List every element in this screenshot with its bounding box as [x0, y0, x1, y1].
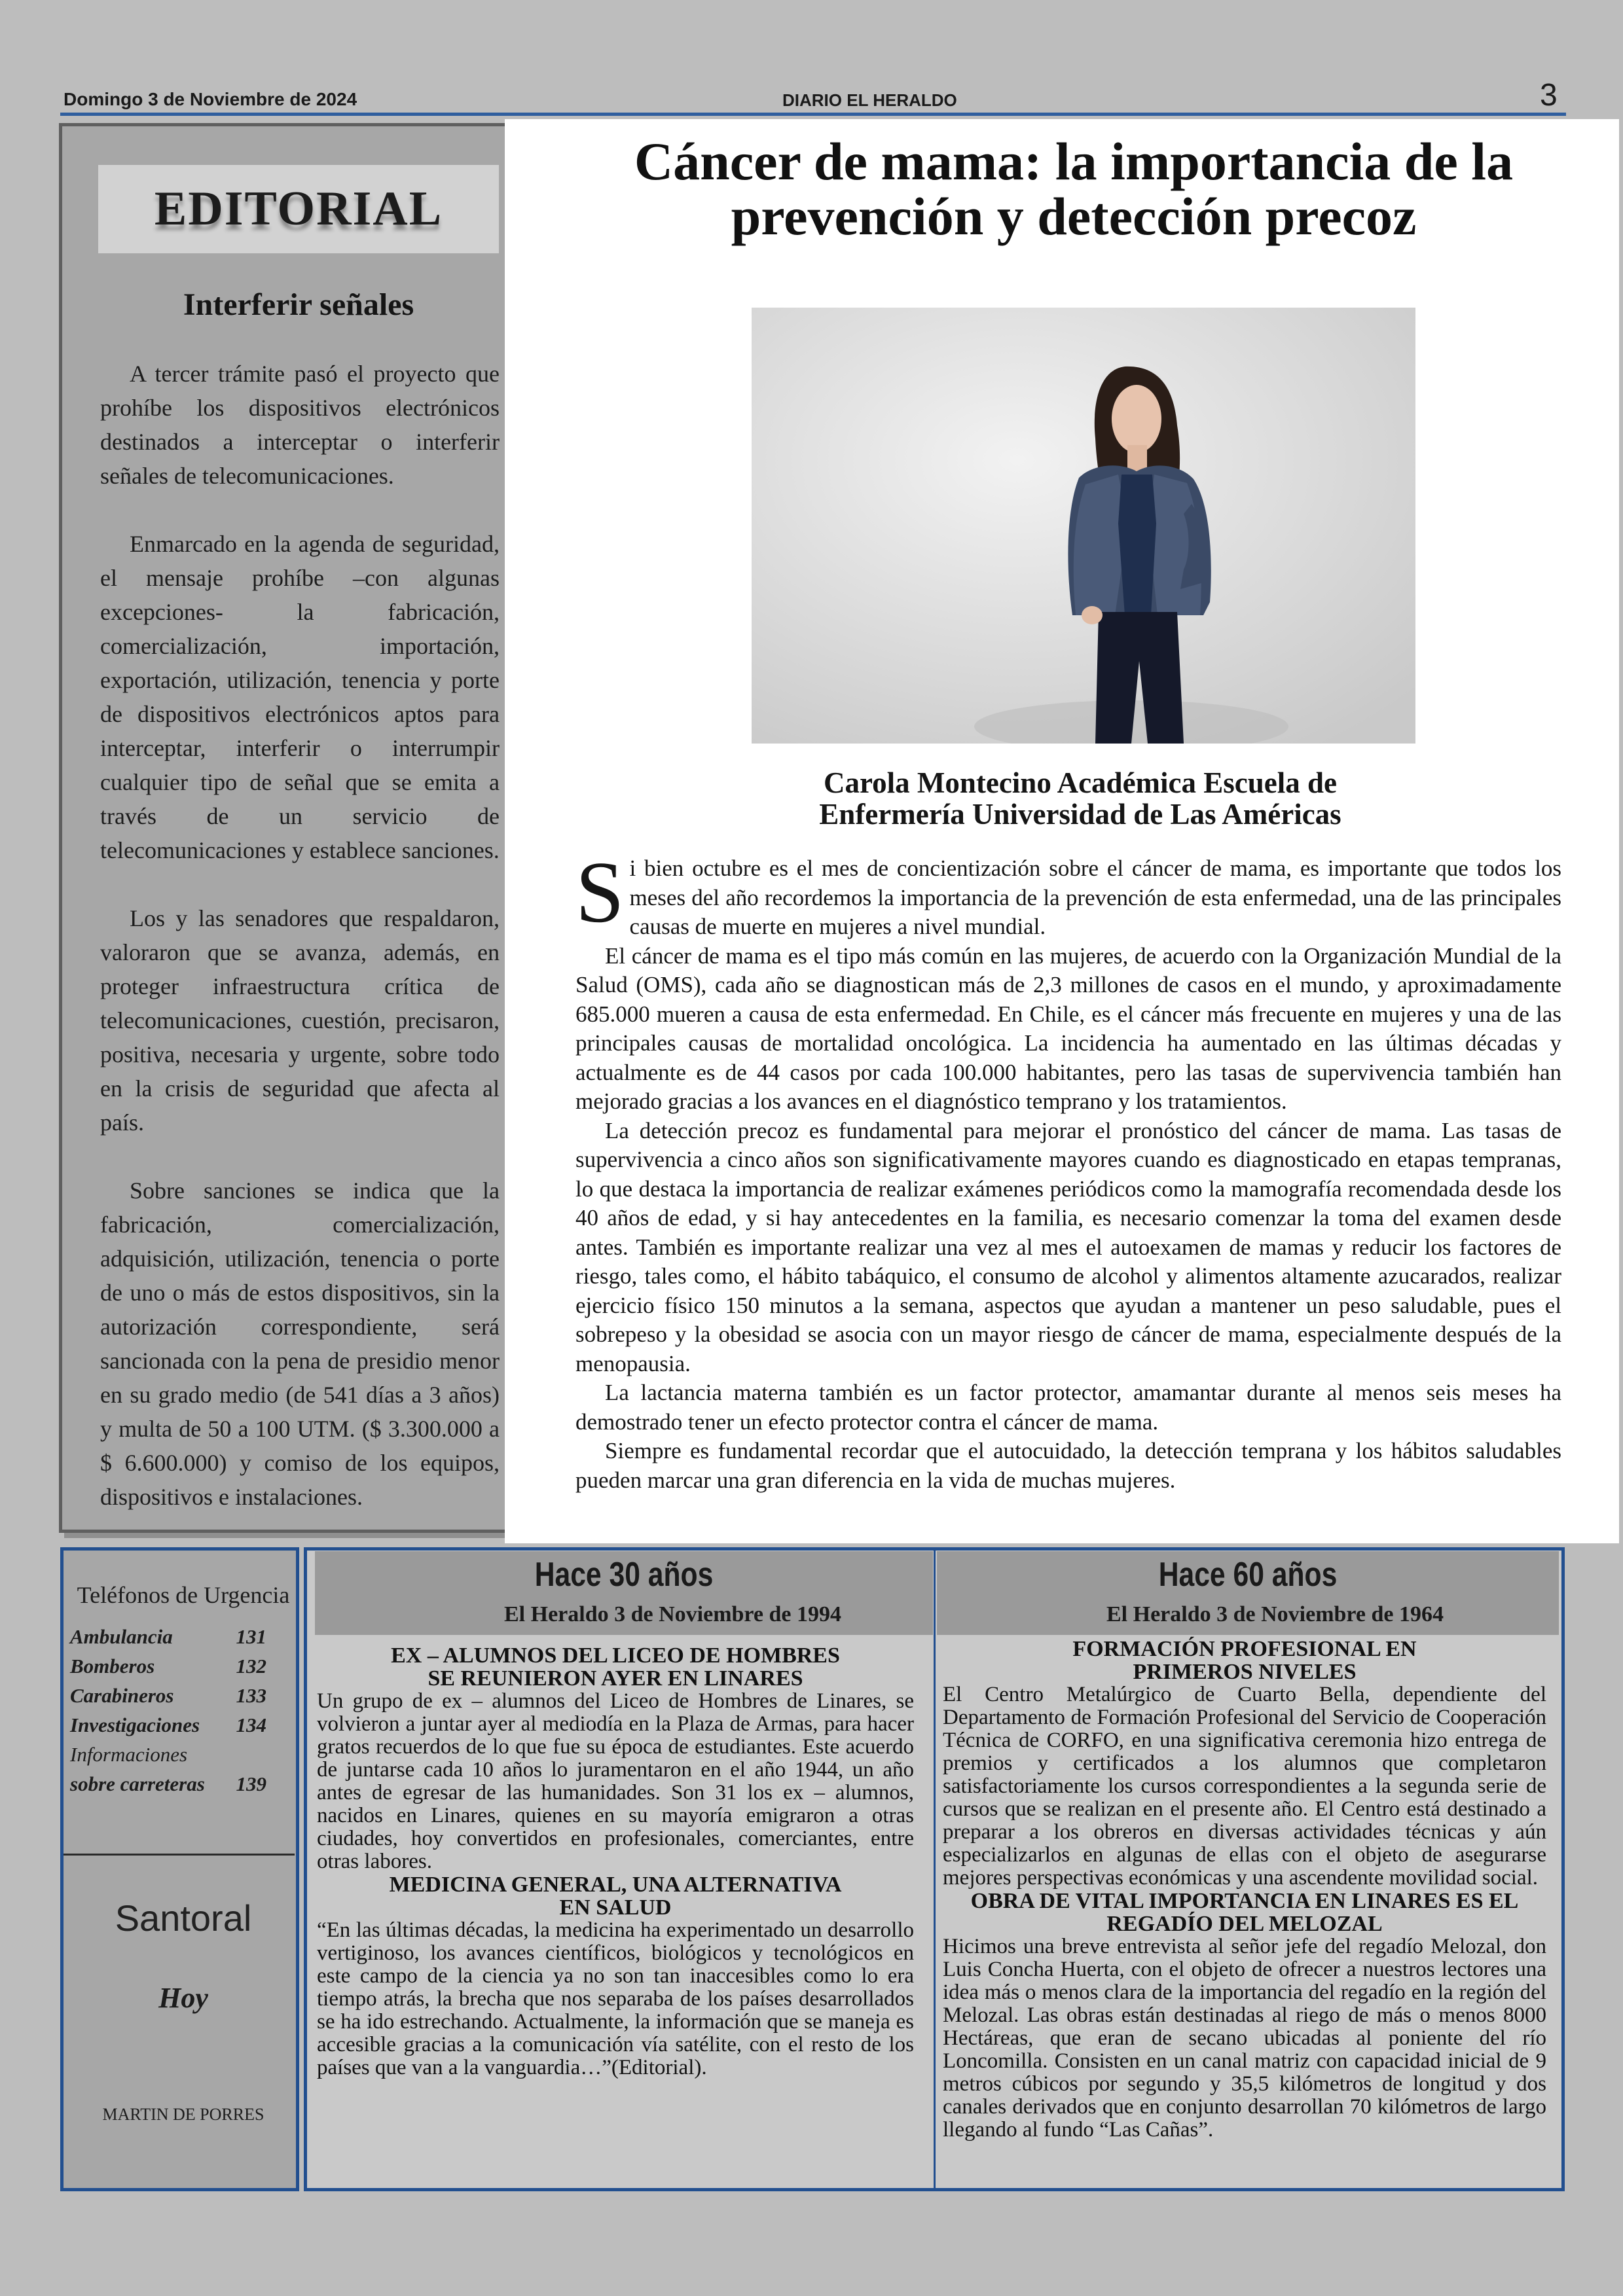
- hace60-story1-text: El Centro Metalúrgico de Cuarto Bella, dependiente del Departamento de Formación Profesional del Servicio de Cooperación Técnica de CORFO, en una significativa ceremonia hizo entrega de premios y certificados a los alumnos que completaron satisfactoriamente los cursos correspondientes a la segunda serie de cursos que se realizan en el presente año. El Centro está destinado a preparar a los obreros en diversas actividades técnicas y aún especializarlos en algunas de ellas con el objeto de asegurarse mejores perspectivas económicas y una ascendente movilidad social.: [943, 1683, 1546, 1890]
- article-paragraph: La lactancia materna también es un factor protector, amamantar durante al menos seis meses ha demostrado tener un efecto protector contra el cáncer de mama.: [575, 1380, 1561, 1435]
- phone-number: 134: [236, 1713, 266, 1736]
- hace60-title: Hace 60 años: [1158, 1556, 1338, 1594]
- editorial-paragraph: A tercer trámite pasó el proyecto que prohíbe los dispositivos electrónicos destinados a interceptar o interferir señales de telecomunicaciones.: [100, 361, 500, 489]
- hace30-column: [317, 1644, 914, 2079]
- santoral-today: Hoy: [158, 1982, 208, 2014]
- hace60-story1-headline: [943, 1638, 1546, 1683]
- phone-service: sobre carreteras: [70, 1772, 205, 1795]
- hace60-story2-headline: [943, 1890, 1546, 1935]
- hace30-story2-headline: [317, 1873, 914, 1919]
- photo-caption: [655, 767, 1506, 830]
- phone-service: Investigaciones: [70, 1713, 200, 1736]
- headline-line-1: Cáncer de mama: la importancia de la: [634, 132, 1514, 191]
- hace30-story1-text: Un grupo de ex – alumnos del Liceo de Hombres de Linares, se volvieron a juntar ayer al mediodía en la Plaza de Armas, para hacer gratos recuerdos de lo que fue su época de estudiantes. Este acuerdo de juntarse cada 10 años lo juramentaron en el año 1944, un año antes de egresar de las humanidades. Son 31 los ex – alumnos, nacidos en Linares, quienes en su mayoría emigraron a otras ciudades, hoy convertidos en profesionales, comerciantes, entre otras labores.: [317, 1689, 914, 1873]
- headline-line: EN SALUD: [559, 1895, 672, 1920]
- headline-line: SE REUNIERON AYER EN LINARES: [428, 1666, 803, 1691]
- phone-number: 131: [236, 1625, 266, 1648]
- section-divider: [64, 1854, 295, 1856]
- portrait-illustration: [752, 308, 1415, 744]
- phone-number: 139: [236, 1772, 266, 1795]
- article-headline: [543, 134, 1604, 244]
- phone-number: 133: [236, 1684, 266, 1707]
- caption-line-1: Carola Montecino Académica Escuela de: [823, 766, 1338, 799]
- article-body: [575, 844, 1561, 1495]
- article-paragraph: El cáncer de mama es el tipo más común en las mujeres, de acuerdo con la Organización Mundial de la Salud (OMS), cada año se diagnostican más de 2,3 millones de casos en el mundo, y aproximadamente 685.000 mueren a causa de esta enfermedad. En Chile, es el cáncer más frecuente en mujeres y una de las principales causas de mortalidad oncológica. La incidencia ha aumentado en las últimas décadas y actualmente es de 44 casos por cada 100.000 habitantes, pero las tasas de supervivencia también han mejorado gracias a los avances en el diagnóstico temprano y los tratamientos.: [575, 942, 1561, 1114]
- article-photo: [752, 308, 1415, 744]
- page-number: 3: [1540, 78, 1558, 113]
- phone-service: Informaciones: [70, 1743, 188, 1766]
- emergency-phones-title: Teléfonos de Urgencia: [77, 1582, 290, 1608]
- phone-row: [70, 1740, 266, 1769]
- hace30-source: El Heraldo 3 de Noviembre de 1994: [504, 1602, 841, 1626]
- hace30-story1-headline: [317, 1644, 914, 1690]
- editorial-paragraph: Los y las senadores que respaldaron, valoraron que se avanza, además, en proteger infraestructura crítica de telecomunicaciones, cuestión, precisaron, positiva, necesaria y urgente, sobre todo en la crisis de seguridad que afecta al país.: [100, 905, 500, 1136]
- headline-line: MEDICINA GENERAL, UNA ALTERNATIVA: [389, 1873, 842, 1897]
- phone-service: Bomberos: [70, 1655, 155, 1677]
- santoral-title: Santoral: [115, 1897, 252, 1939]
- phone-row: [70, 1681, 266, 1710]
- saint-name: MARTIN DE PORRES: [102, 2105, 264, 2124]
- article-paragraph: La detección precoz es fundamental para mejorar el pronóstico del cáncer de mama. Las tasas de supervivencia a cinco años son significativamente mayores cuando es diagnosticado en etapas tempranas, lo que destaca la importancia de realizar exámenes periódicos como la mamografía recomendada desde los 40 años de edad, y si hay antecedentes en la familia, es necesario comenzar la toma del examen desde antes. También es importante realizar una vez al mes el autoexamen de mamas y reducir los factores de riesgo, tales como, el hábito tabáquico, el consumo de alcohol y alimentos altamente azucarados, realizar ejercicio físico 150 minutos a la semana, aspectos que ayudan a mantener un peso saludable, pues el sobrepeso y la obesidad se asocia con un mayor riesgo de cáncer de mama, especialmente después de la menopausia.: [575, 1117, 1561, 1376]
- hace60-column: [943, 1638, 1546, 2142]
- article-paragraph: Siempre es fundamental recordar que el autocuidado, la detección temprana y los hábitos saludables pueden marcar una gran diferencia en la vida de muchas mujeres.: [575, 1438, 1561, 1493]
- column-divider: [934, 1551, 936, 2188]
- issue-date: Domingo 3 de Noviembre de 2024: [64, 89, 357, 109]
- phone-service: Ambulancia: [70, 1625, 173, 1648]
- phone-row: [70, 1651, 266, 1681]
- newspaper-name: DIARIO EL HERALDO: [782, 90, 957, 110]
- hace30-title: Hace 30 años: [534, 1556, 714, 1594]
- editorial-paragraph: Sobre sanciones se indica que la fabricación, comercialización, adquisición, utilización, tenencia o porte de uno o más de estos dispositivos, sin la autorización correspondiente, será sancionada con la pena de presidio menor en su grado medio (de 541 días a 3 años) y multa de 50 a 100 UTM. ($ 3.300.000 a $ 6.600.000) y comiso de los equipos, dispositivos e instalaciones.: [100, 1177, 500, 1510]
- article-paragraph: [575, 844, 1561, 942]
- headline-line: FORMACIÓN PROFESIONAL EN: [1072, 1637, 1417, 1661]
- hace60-source: El Heraldo 3 de Noviembre de 1964: [1106, 1602, 1444, 1626]
- caption-line-2: Enfermería Universidad de Las Américas: [819, 798, 1341, 831]
- drop-cap: S: [575, 844, 625, 941]
- editorial-label-box: [98, 165, 499, 253]
- hace30-story2-text: “En las últimas décadas, la medicina ha experimentado un desarrollo vertiginoso, los avances científicos, biológicos y tecnológicos en este campo de la ciencia ya no son tan inaccesibles como lo era tiempo atrás, la brecha que nos separaba de los países desarrollados se ha ido estrechando. Actualmente, la información que se maneja es accesible gracias a la comunicación vía satélite, con el resto de los países que van a la vanguardia…”(Editorial).: [317, 1918, 914, 2079]
- phone-row: [70, 1710, 266, 1740]
- article-paragraph-text: i bien octubre es el mes de concientización sobre el cáncer de mama, es importante que todos los meses del año recordemos la importancia de la prevención de esta enfermedad, una de las principales causas de muerte en mujeres a nivel mundial.: [629, 855, 1561, 939]
- headline-line: REGADÍO DEL MELOZAL: [1106, 1912, 1383, 1936]
- editorial-label: EDITORIAL: [154, 182, 443, 236]
- phone-service: Carabineros: [70, 1684, 174, 1707]
- editorial-title: Interferir señales: [183, 287, 414, 322]
- headline-line: OBRA DE VITAL IMPORTANCIA EN LINARES ES EL: [970, 1889, 1519, 1913]
- headline-line: EX – ALUMNOS DEL LICEO DE HOMBRES: [391, 1643, 840, 1668]
- headline-line: PRIMEROS NIVELES: [1133, 1660, 1357, 1684]
- emergency-phones-list: [70, 1622, 266, 1799]
- phone-row: [70, 1622, 266, 1651]
- phone-number: 132: [236, 1655, 266, 1677]
- phone-row: [70, 1769, 266, 1799]
- headline-line-2: prevención y detección precoz: [731, 187, 1417, 246]
- header-rule: [60, 113, 1566, 116]
- editorial-paragraph: Enmarcado en la agenda de seguridad, el mensaje prohíbe –con algunas excepciones- la fabricación, comercialización, importación, exportación, utilización, tenencia y porte de dispositivos electrónicos aptos para interceptar, interferir o interrumpir cualquier tipo de señal que se emita a través de un servicio de telecomunicaciones y establece sanciones.: [100, 531, 500, 863]
- hace60-story2-text: Hicimos una breve entrevista al señor jefe del regadío Melozal, don Luis Concha Huerta, con el objeto de ofrecer a nuestros lectores una idea más o menos clara de la importancia del regadío en la región del Melozal. Las obras están destinadas al riego de más o menos 8000 Hectáreas, que eran de secano ubicadas al poniente del río Loncomilla. Consisten en un canal matriz con capacidad inicial de 9 metros cúbicos por segundo y 35,5 kilómetros de longitud y dos canales derivados que en conjunto desarrollan 70 kilómetros de largo llegando al fundo “Las Cañas”.: [943, 1935, 1546, 2142]
- editorial-body: [100, 357, 500, 1548]
